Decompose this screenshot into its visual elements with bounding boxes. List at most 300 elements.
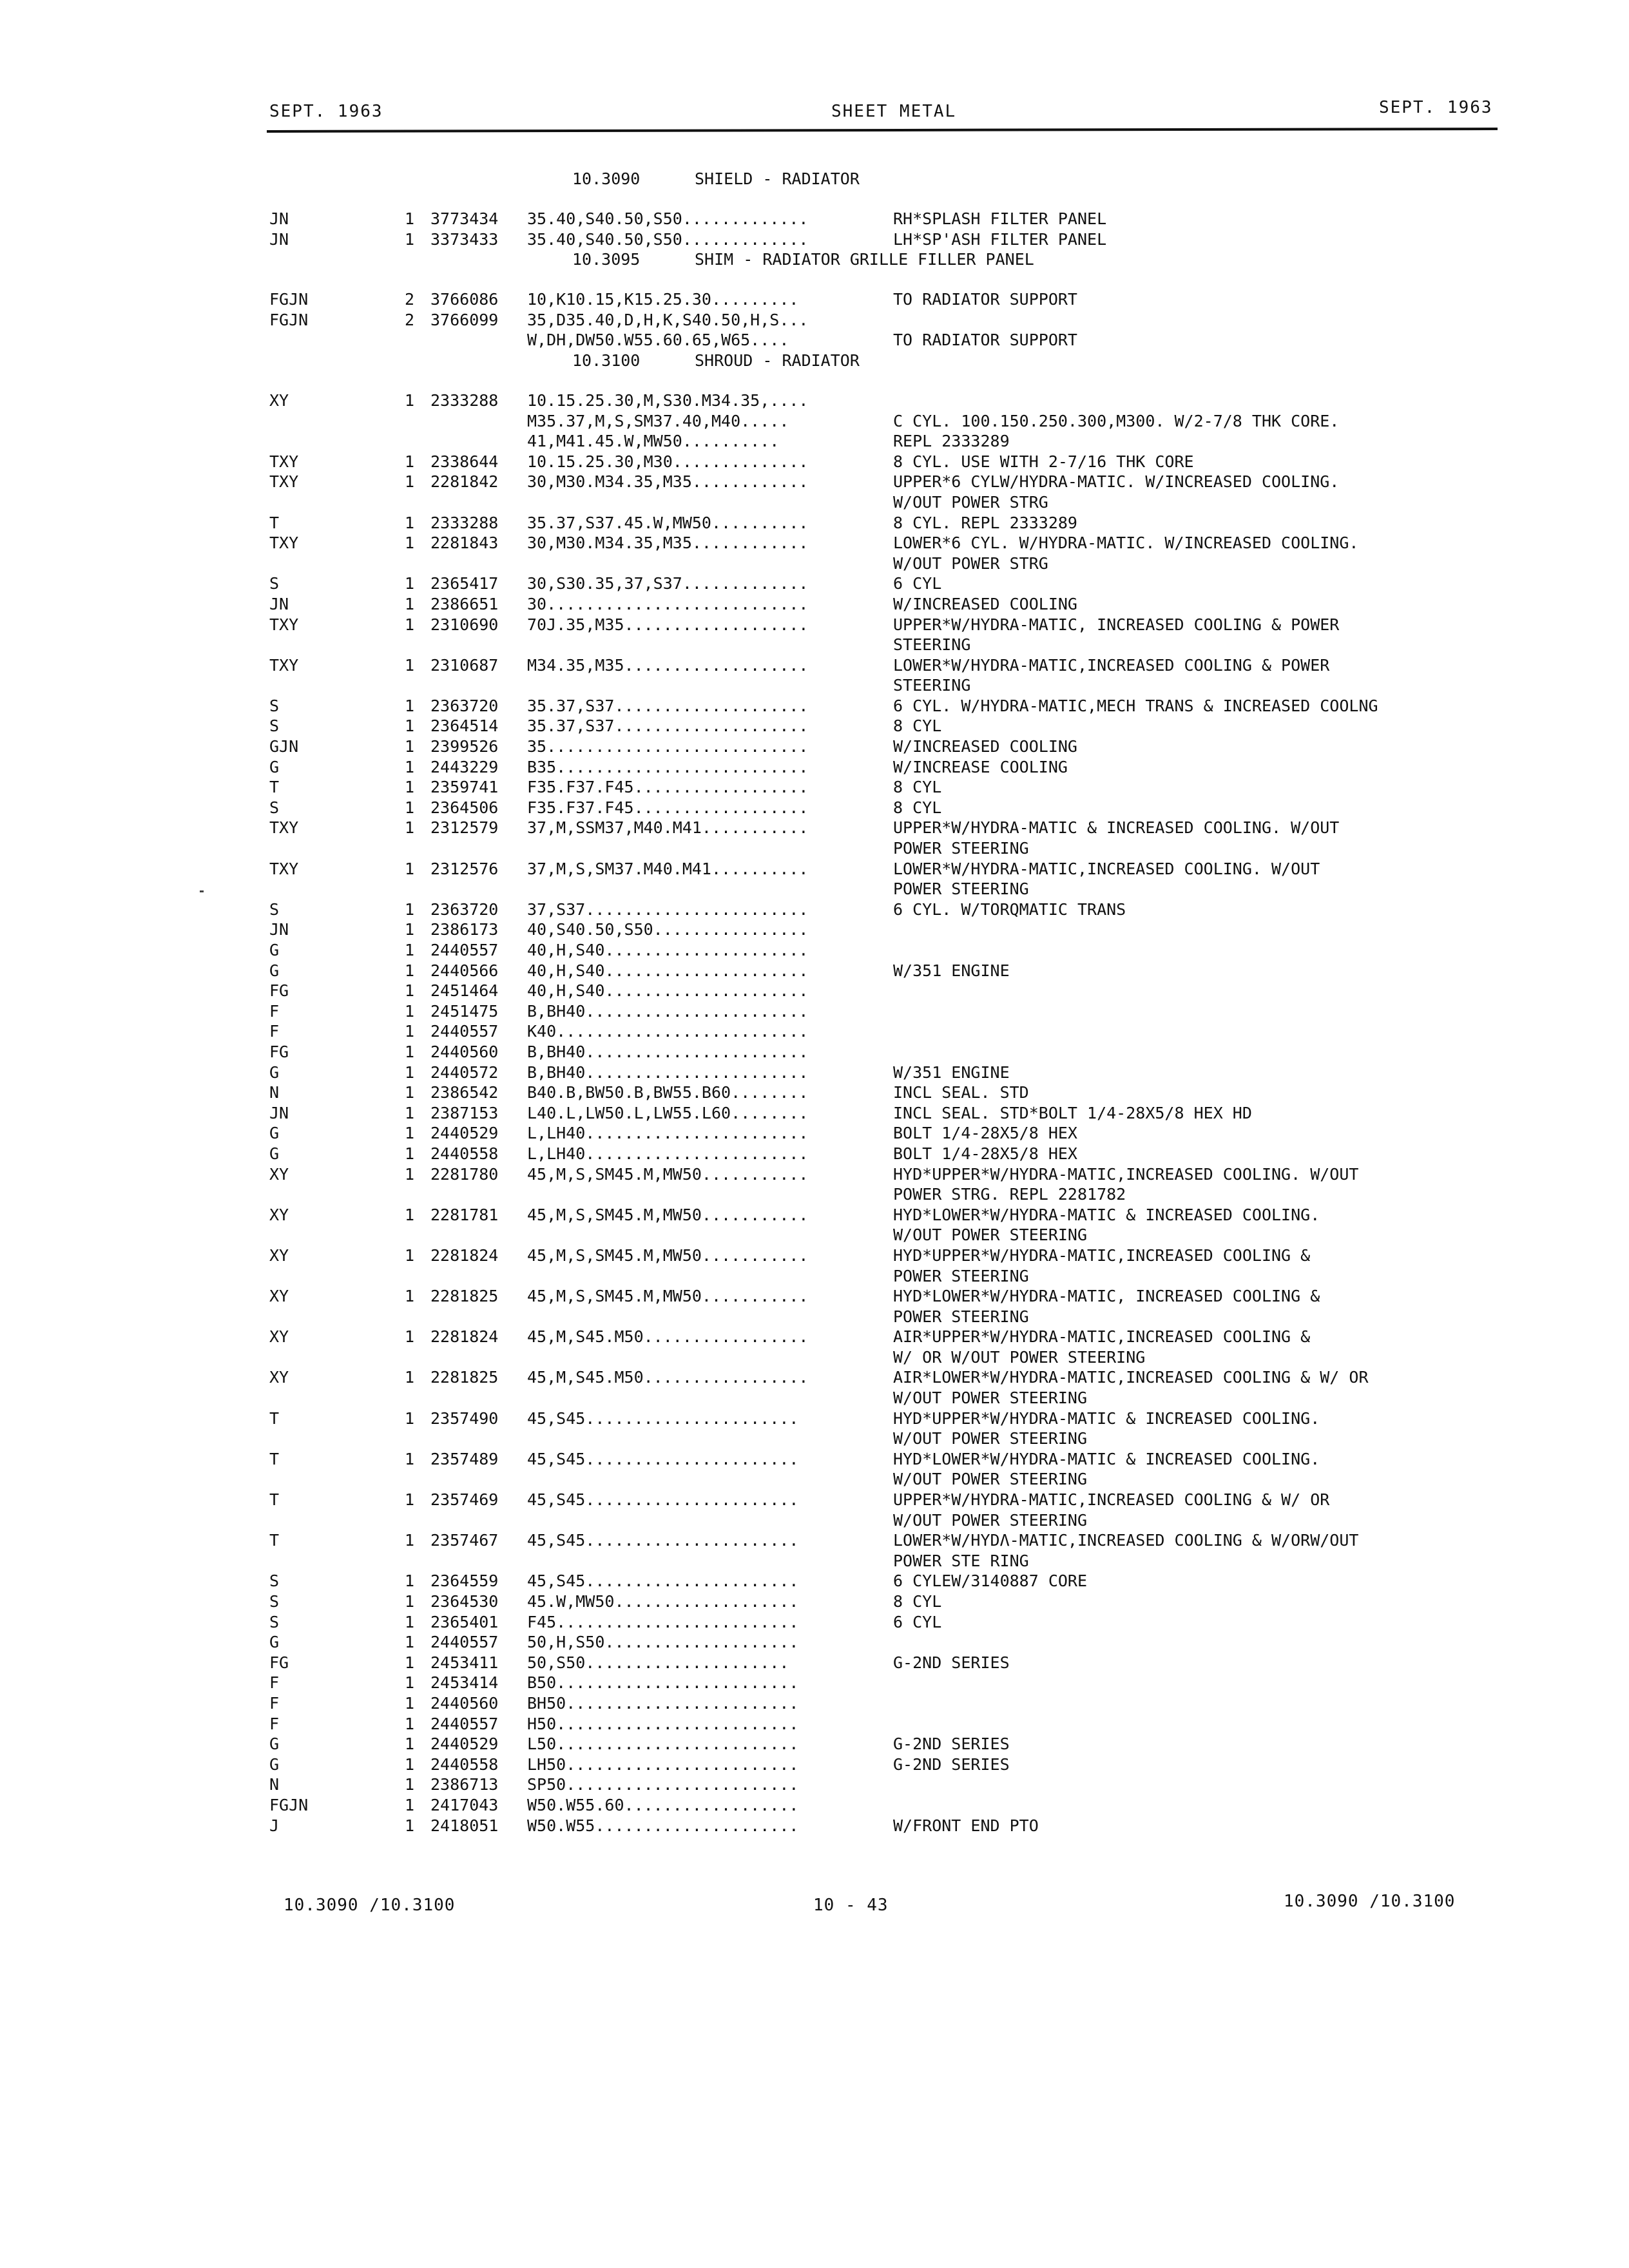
model-code: J (269, 1816, 280, 1835)
part-row (269, 961, 1507, 981)
application: H50......................... (527, 1714, 799, 1733)
model-code: N (269, 1083, 280, 1102)
part-number: 2453414 (430, 1673, 499, 1693)
part-number: 2281780 (430, 1164, 499, 1184)
quantity: 1 (405, 1124, 415, 1143)
part-number: 2364559 (430, 1571, 499, 1591)
part-row (269, 838, 1507, 859)
model-code: S (269, 798, 280, 817)
quantity: 1 (405, 615, 415, 634)
model-code: XY (269, 1368, 289, 1387)
header-date-right: SEPT. 1963 (1379, 98, 1493, 117)
part-number: 2386713 (430, 1775, 499, 1794)
application: F45......................... (527, 1612, 799, 1631)
description: LH*SP'ASH FILTER PANEL (893, 229, 1107, 249)
model-code: G (269, 941, 280, 959)
part-number: 2440557 (430, 1714, 499, 1733)
part-number: 2386651 (430, 594, 499, 613)
description: W/OUT POWER STRG (893, 492, 1048, 512)
quantity: 1 (405, 472, 415, 492)
part-number: 2364530 (430, 1592, 499, 1611)
model-code: XY (269, 1327, 289, 1347)
application: B35.......................... (527, 757, 809, 776)
part-row (269, 1673, 1507, 1693)
quantity: 1 (405, 1144, 415, 1163)
part-number: 2440529 (430, 1124, 499, 1143)
quantity: 1 (405, 1327, 415, 1347)
model-code: T (269, 1408, 280, 1428)
application: 45,M,S,SM45.M,MW50........... (527, 1245, 809, 1265)
application: B50......................... (527, 1673, 799, 1693)
part-row (269, 1021, 1507, 1042)
description: POWER STEERING (893, 1266, 1029, 1285)
description: G-2ND SERIES (893, 1754, 1010, 1774)
quantity: 1 (405, 1592, 415, 1611)
model-code: TXY (269, 615, 299, 634)
application: BH50........................ (527, 1693, 799, 1713)
part-row (269, 330, 1507, 351)
quantity: 1 (405, 1816, 415, 1835)
description: W/FRONT END PTO (893, 1816, 1039, 1835)
model-code: G (269, 961, 280, 980)
description: UPPER*W/HYDRA-MATIC, INCREASED COOLING & POWER (893, 615, 1340, 634)
quantity: 1 (405, 1449, 415, 1468)
description: POWER STRG. REPL 2281782 (893, 1185, 1126, 1204)
quantity: 1 (405, 1164, 415, 1184)
section-number: 10.3095 (572, 250, 641, 269)
part-row (269, 615, 1507, 635)
part-number: 2357467 (430, 1531, 499, 1550)
quantity: 1 (405, 390, 415, 410)
part-number: 2357469 (430, 1490, 499, 1510)
part-number: 2440560 (430, 1042, 499, 1061)
model-code: FGJN (269, 290, 309, 309)
description: HYD*UPPER*W/HYDRA-MATIC,INCREASED COOLING & (893, 1245, 1311, 1265)
part-row (269, 635, 1507, 655)
footer-section-range-left: 10.3090 /10.3100 (284, 1896, 456, 1915)
description: POWER STE RING (893, 1551, 1029, 1570)
description: BOLT 1/4-28X5/8 HEX (893, 1144, 1077, 1163)
part-row (269, 1327, 1507, 1347)
model-code: S (269, 899, 280, 919)
part-number: 2281843 (430, 533, 499, 553)
application: L50......................... (527, 1735, 799, 1754)
part-number: 2281842 (430, 472, 499, 492)
model-code: G (269, 1735, 280, 1754)
quantity: 1 (405, 1083, 415, 1102)
application: F35.F37.F45.................. (527, 798, 809, 817)
model-code: G (269, 1754, 280, 1774)
part-row (269, 1205, 1507, 1225)
part-row (269, 1001, 1507, 1022)
model-code: XY (269, 1245, 289, 1265)
part-row (269, 1449, 1507, 1470)
application: 45,S45...................... (527, 1408, 799, 1428)
quantity: 1 (405, 981, 415, 1001)
part-row (269, 390, 1507, 411)
part-number: 2310690 (430, 615, 499, 634)
section-spacer (269, 371, 1507, 390)
part-row (269, 573, 1507, 594)
part-row (269, 1123, 1507, 1144)
description: RH*SPLASH FILTER PANEL (893, 209, 1107, 228)
model-code: F (269, 1714, 280, 1733)
application: SP50........................ (527, 1775, 799, 1794)
description: HYD*LOWER*W/HYDRA-MATIC & INCREASED COOLING. (893, 1205, 1320, 1224)
part-row (269, 1816, 1507, 1836)
description: W/OUT POWER STEERING (893, 1510, 1088, 1530)
model-code: JN (269, 1103, 289, 1122)
application: 40,H,S40..................... (527, 941, 809, 959)
description: BOLT 1/4-28X5/8 HEX (893, 1124, 1077, 1143)
quantity: 1 (405, 1022, 415, 1041)
description: 6 CYLEW/3140887 CORE (893, 1571, 1088, 1591)
part-row (269, 1307, 1507, 1327)
part-row (269, 1734, 1507, 1754)
part-number: 2310687 (430, 655, 499, 675)
part-number: 2281825 (430, 1287, 499, 1306)
description: W/INCREASED COOLING (893, 737, 1077, 756)
quantity: 1 (405, 209, 415, 228)
model-code: TXY (269, 859, 299, 878)
part-row (269, 1632, 1507, 1653)
application: M35.37,M,S,SM37.40,M40..... (527, 411, 789, 430)
part-row (269, 209, 1507, 229)
section-heading (269, 351, 1507, 371)
quantity: 1 (405, 778, 415, 797)
quantity: 1 (405, 1001, 415, 1021)
part-number: 2364506 (430, 798, 499, 817)
part-number: 2365401 (430, 1612, 499, 1631)
application: 45,M,S,SM45.M,MW50........... (527, 1164, 809, 1184)
quantity: 1 (405, 1062, 415, 1082)
application: 45,M,S,SM45.M,MW50........... (527, 1205, 809, 1224)
quantity: 1 (405, 574, 415, 593)
part-number: 2440558 (430, 1144, 499, 1163)
part-row (269, 1754, 1507, 1775)
quantity: 1 (405, 1205, 415, 1224)
application: 10.15.25.30,M30.............. (527, 452, 809, 471)
part-row (269, 472, 1507, 492)
part-row (269, 310, 1507, 331)
section-heading (269, 249, 1507, 270)
part-row (269, 1082, 1507, 1103)
part-number: 2387153 (430, 1103, 499, 1122)
model-code: XY (269, 390, 289, 410)
application: 10.15.25.30,M,S30.M34.35,.... (527, 390, 809, 410)
model-code: T (269, 513, 280, 532)
part-number: 2440557 (430, 1633, 499, 1652)
application: K40.......................... (527, 1022, 809, 1041)
quantity: 1 (405, 1775, 415, 1794)
description: 8 CYL. REPL 2333289 (893, 513, 1077, 532)
part-row (269, 492, 1507, 513)
description: UPPER*6 CYLW/HYDRA-MATIC. W/INCREASED COOLING. (893, 472, 1340, 492)
quantity: 1 (405, 1673, 415, 1693)
part-row (269, 1612, 1507, 1633)
part-row (269, 696, 1507, 716)
application: 50,S50..................... (527, 1653, 789, 1672)
quantity: 1 (405, 1531, 415, 1550)
application: 45,S45...................... (527, 1571, 799, 1591)
quantity: 1 (405, 757, 415, 776)
application: 35.40,S40.50,S50............. (527, 229, 809, 249)
application: L,LH40....................... (527, 1124, 809, 1143)
quantity: 1 (405, 513, 415, 532)
part-row (269, 1653, 1507, 1673)
description: W/OUT POWER STRG (893, 553, 1048, 573)
description: W/OUT POWER STEERING (893, 1389, 1088, 1408)
description: W/INCREASED COOLING (893, 594, 1077, 613)
quantity: 1 (405, 1245, 415, 1265)
application: L,LH40....................... (527, 1144, 809, 1163)
part-row (269, 818, 1507, 838)
part-row (269, 289, 1507, 310)
description: REPL 2333289 (893, 432, 1010, 451)
part-number: 2451475 (430, 1001, 499, 1021)
description: INCL SEAL. STD*BOLT 1/4-28X5/8 HEX HD (893, 1103, 1252, 1122)
part-number: 2386542 (430, 1083, 499, 1102)
description: STEERING (893, 635, 971, 655)
quantity: 1 (405, 533, 415, 553)
part-row (269, 1144, 1507, 1164)
section-spacer (269, 189, 1507, 209)
application: 35,D35.40,D,H,K,S40.50,H,S... (527, 310, 809, 329)
description: HYD*LOWER*W/HYDRA-MATIC & INCREASED COOLING. (893, 1449, 1320, 1468)
part-row (269, 1795, 1507, 1816)
application: 41,M41.45.W,MW50.......... (527, 432, 780, 451)
part-row (269, 1408, 1507, 1429)
part-row (269, 1225, 1507, 1245)
part-number: 2333288 (430, 513, 499, 532)
application: 10,K10.15,K15.25.30......... (527, 290, 799, 309)
quantity: 1 (405, 859, 415, 878)
part-row (269, 736, 1507, 757)
description: POWER STEERING (893, 1307, 1029, 1326)
part-row (269, 757, 1507, 778)
description: 6 CYL (893, 1612, 942, 1631)
part-number: 2281824 (430, 1327, 499, 1347)
application: 35........................... (527, 737, 809, 756)
part-row (269, 1062, 1507, 1083)
model-code: FG (269, 981, 289, 1001)
application: 37,M,SSM37,M40.M41........... (527, 818, 809, 838)
model-code: JN (269, 209, 289, 228)
part-row (269, 1510, 1507, 1531)
section-number: 10.3100 (572, 351, 641, 370)
part-number: 3373433 (430, 229, 499, 249)
description: POWER STEERING (893, 839, 1029, 858)
part-row (269, 798, 1507, 818)
application: L40.L,LW50.L,LW55.L60........ (527, 1103, 809, 1122)
quantity: 1 (405, 920, 415, 939)
section-title: SHROUD - RADIATOR (695, 351, 860, 370)
application: 35.37,S37.................... (527, 696, 809, 715)
quantity: 1 (405, 1287, 415, 1306)
model-code: TXY (269, 452, 299, 471)
part-number: 2281825 (430, 1368, 499, 1387)
part-row (269, 553, 1507, 574)
part-number: 2440557 (430, 1022, 499, 1041)
application: W,DH,DW50.W55.60.65,W65.... (527, 331, 789, 350)
part-number: 2333288 (430, 390, 499, 410)
application: 40,S40.50,S50................ (527, 920, 809, 939)
part-row (269, 411, 1507, 432)
description: TO RADIATOR SUPPORT (893, 331, 1077, 350)
description: AIR*LOWER*W/HYDRA-MATIC,INCREASED COOLING & W/ OR (893, 1368, 1369, 1387)
quantity: 1 (405, 1368, 415, 1387)
parts-list (269, 169, 1507, 1836)
quantity: 1 (405, 1490, 415, 1510)
description: HYD*UPPER*W/HYDRA-MATIC,INCREASED COOLING. W/OUT (893, 1164, 1359, 1184)
application: 45,M,S,SM45.M,MW50........... (527, 1287, 809, 1306)
description: 6 CYL. W/HYDRA-MATIC,MECH TRANS & INCREASED COOLNG (893, 696, 1378, 715)
quantity: 1 (405, 1714, 415, 1733)
part-row (269, 1042, 1507, 1062)
model-code: G (269, 1633, 280, 1652)
description: AIR*UPPER*W/HYDRA-MATIC,INCREASED COOLING & (893, 1327, 1311, 1347)
application: 70J.35,M35................... (527, 615, 809, 634)
quantity: 1 (405, 1571, 415, 1591)
model-code: F (269, 1673, 280, 1693)
part-row (269, 1184, 1507, 1205)
part-number: 2363720 (430, 899, 499, 919)
section-number: 10.3090 (572, 169, 641, 188)
model-code: S (269, 1571, 280, 1591)
part-number: 2453411 (430, 1653, 499, 1672)
part-number: 2365417 (430, 574, 499, 593)
model-code: TXY (269, 533, 299, 553)
part-row (269, 1530, 1507, 1551)
application: 30,S30.35,37,S37............. (527, 574, 809, 593)
application: W50.W55.60.................. (527, 1795, 799, 1814)
part-row (269, 1774, 1507, 1795)
model-code: T (269, 1490, 280, 1510)
description: STEERING (893, 676, 971, 695)
description: TO RADIATOR SUPPORT (893, 290, 1077, 309)
model-code: G (269, 1144, 280, 1163)
model-code: F (269, 1693, 280, 1713)
part-row (269, 675, 1507, 696)
description: C CYL. 100.150.250.300,M300. W/2-7/8 THK CORE. (893, 411, 1340, 430)
application: B40.B,BW50.B,BW55.B60........ (527, 1083, 809, 1102)
part-row (269, 940, 1507, 961)
model-code: F (269, 1001, 280, 1021)
quantity: 1 (405, 655, 415, 675)
part-row (269, 1245, 1507, 1266)
model-code: XY (269, 1287, 289, 1306)
description: LOWER*6 CYL. W/HYDRA-MATIC. W/INCREASED COOLING. (893, 533, 1359, 553)
quantity: 1 (405, 1653, 415, 1672)
model-code: XY (269, 1164, 289, 1184)
part-row (269, 1571, 1507, 1591)
part-row (269, 1714, 1507, 1735)
part-number: 2440529 (430, 1735, 499, 1754)
part-row (269, 879, 1507, 899)
part-number: 2399526 (430, 737, 499, 756)
description: LOWER*W/HYDΛ-MATIC,INCREASED COOLING & W/ORW/OUT (893, 1531, 1359, 1550)
application: 50,H,S50.................... (527, 1633, 799, 1652)
description: G-2ND SERIES (893, 1735, 1010, 1754)
part-row (269, 1428, 1507, 1449)
model-code: G (269, 1062, 280, 1082)
part-row (269, 513, 1507, 533)
quantity: 1 (405, 961, 415, 980)
application: LH50........................ (527, 1754, 799, 1774)
part-row (269, 1490, 1507, 1510)
description: W/351 ENGINE (893, 1062, 1010, 1082)
application: 35.37,S37.45.W,MW50.......... (527, 513, 809, 532)
part-row (269, 452, 1507, 472)
part-row (269, 1591, 1507, 1612)
part-row (269, 431, 1507, 452)
quantity: 1 (405, 1042, 415, 1061)
part-number: 2386173 (430, 920, 499, 939)
description: INCL SEAL. STD (893, 1083, 1029, 1102)
description: W/OUT POWER STEERING (893, 1225, 1088, 1245)
quantity: 1 (405, 941, 415, 959)
description: HYD*UPPER*W/HYDRA-MATIC & INCREASED COOLING. (893, 1408, 1320, 1428)
model-code: GJN (269, 737, 299, 756)
description: W/OUT POWER STEERING (893, 1470, 1088, 1489)
section-title: SHIELD - RADIATOR (695, 169, 860, 188)
section-heading (269, 169, 1507, 189)
part-number: 2281781 (430, 1205, 499, 1224)
application: 45,M,S45.M50................. (527, 1368, 809, 1387)
description: W/OUT POWER STEERING (893, 1429, 1088, 1448)
application: 45,S45...................... (527, 1449, 799, 1468)
part-row (269, 1388, 1507, 1408)
description: W/ OR W/OUT POWER STEERING (893, 1347, 1146, 1367)
application: F35.F37.F45.................. (527, 778, 809, 797)
scan-speck (200, 890, 204, 892)
part-number: 3766086 (430, 290, 499, 309)
application: M34.35,M35................... (527, 655, 809, 675)
application: 40,H,S40..................... (527, 981, 809, 1001)
part-number: 2281824 (430, 1245, 499, 1265)
part-row (269, 1164, 1507, 1185)
quantity: 1 (405, 716, 415, 736)
model-code: TXY (269, 818, 299, 838)
description: 8 CYL (893, 798, 942, 817)
part-row (269, 1551, 1507, 1571)
quantity: 1 (405, 899, 415, 919)
model-code: S (269, 696, 280, 715)
quantity: 1 (405, 1612, 415, 1631)
application: B,BH40....................... (527, 1001, 809, 1021)
model-code: S (269, 1592, 280, 1611)
quantity: 1 (405, 1754, 415, 1774)
quantity: 1 (405, 737, 415, 756)
part-row (269, 859, 1507, 879)
part-number: 2440572 (430, 1062, 499, 1082)
header-title: SHEET METAL (831, 102, 957, 121)
part-row (269, 1103, 1507, 1124)
part-number: 2440557 (430, 941, 499, 959)
model-code: JN (269, 594, 289, 613)
part-number: 2338644 (430, 452, 499, 471)
part-number: 3773434 (430, 209, 499, 228)
footer-page-number: 10 - 43 (813, 1896, 889, 1915)
description: 8 CYL (893, 1592, 942, 1611)
quantity: 2 (405, 290, 415, 309)
part-number: 2312576 (430, 859, 499, 878)
header-rule (267, 128, 1498, 133)
part-number: 2312579 (430, 818, 499, 838)
description: 8 CYL (893, 778, 942, 797)
quantity: 1 (405, 1103, 415, 1122)
part-row (269, 1286, 1507, 1307)
